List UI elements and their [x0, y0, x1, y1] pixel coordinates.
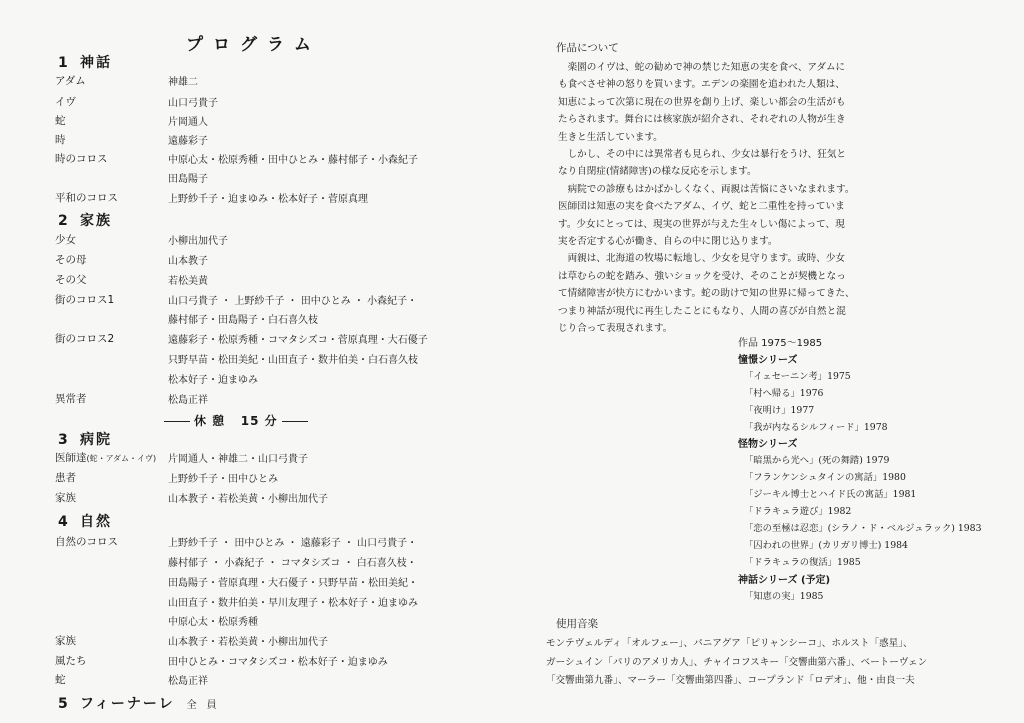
cast-names: 遠藤彩子	[168, 136, 208, 147]
role-name: 少女	[55, 234, 76, 246]
text-line: も食べさせ神の怒りを買います。エデンの楽園を追われた人類は、	[558, 79, 845, 91]
role-name: 家族	[55, 492, 76, 504]
role-name: 街のコロス1	[55, 294, 115, 306]
text-line: 生きと生活しています。	[558, 131, 663, 143]
role-name: その父	[55, 274, 87, 286]
cast-names: 藤村郁子 ・ 小森紀子 ・ コマタシズコ ・ 白石喜久枝・	[168, 558, 417, 569]
text-line: なり自閉症(情緒障害)の様な反応を示します。	[558, 166, 757, 178]
about-title: 作品について	[556, 42, 619, 54]
text-line: て情緒障害が快方にむかいます。蛇の助けで知の世界に帰ってきた、	[558, 288, 855, 300]
role-name: 風たち	[55, 655, 87, 667]
work-item: 「ドラキュラの復活」1985	[744, 557, 861, 568]
text-line: たらされます。舞台には核家族が紹介され、それぞれの人物が生き	[558, 114, 846, 126]
work-item: 「知恵の実」1985	[744, 591, 824, 602]
text-line: じり合って表現されます。	[558, 323, 673, 335]
cast-names: 中原心太・松原秀種・田中ひとみ・藤村郁子・小森紀子	[168, 155, 418, 166]
cast-names: 小柳出加代子	[168, 236, 228, 247]
work-item: 「夜明け」1977	[744, 405, 815, 416]
cast-names: 山本教子・若松美黄・小柳出加代子	[168, 494, 328, 505]
cast-names: 若松美黄	[168, 276, 208, 287]
cast-names: 山口弓貴子	[168, 98, 218, 109]
section-heading: 3 病院	[58, 432, 112, 448]
text-line: 両親は、北海道の牧場に転地し、少女を見守ります。或時、少女	[558, 253, 846, 265]
music-line: ガーシュイン「パリのアメリカ人」、チャイコフスキー「交響曲第六番」、ベートーヴェン	[546, 657, 928, 668]
cast-names: 松本好子・迫まゆみ	[168, 375, 258, 386]
role-name: 患者	[55, 472, 76, 484]
cast-names: 只野早苗・松田美紀・山田直子・数井伯美・白石喜久枝	[168, 355, 418, 366]
role-name: 街のコロス2	[55, 333, 115, 345]
role-name: 時のコロス	[55, 153, 108, 165]
role-name: 医師達(蛇・アダム・イヴ)	[55, 452, 157, 464]
series-name: 憧憬シリーズ	[738, 355, 798, 366]
cast-names: 山口弓貴子 ・ 上野紗千子 ・ 田中ひとみ ・ 小森紀子・	[168, 296, 418, 307]
work-item: 「村へ帰る」1976	[744, 388, 824, 399]
role-name: 自然のコロス	[55, 536, 118, 548]
cast-names: 田中ひとみ・コマタシズコ・松本好子・迫まゆみ	[168, 657, 388, 668]
text-line: 楽園のイヴは、蛇の勧めで神の禁じた知恵の実を食べ、アダムに	[558, 62, 846, 73]
cast-names: 中原心太・松原秀種	[168, 617, 258, 628]
cast-names: 片岡通人	[168, 117, 208, 128]
text-line: つまり神話が現代に再生したことにもなり、人間の喜びが自然と混	[558, 305, 846, 317]
cast-names: 田島陽子・菅原真理・大石優子・只野早苗・松田美紀・	[168, 578, 418, 589]
cast-names: 上野紗千子・田中ひとみ	[168, 474, 278, 485]
cast-names: 山本教子	[168, 256, 208, 267]
text-line: す。少女にとっては、現実の世界が与えた生々しい傷によって、現	[558, 218, 845, 230]
work-item: 「ジーキル博士とハイド氏の寓話」1981	[744, 489, 917, 500]
cast-names: 山本教子・若松美黄・小柳出加代子	[168, 637, 328, 648]
cast-names: 松島正祥	[168, 395, 208, 406]
dash-line	[282, 421, 308, 422]
dash-line	[164, 421, 190, 422]
text-line: 知恵によって次第に現在の世界を創り上げ、楽しい都会の生活がも	[558, 96, 846, 108]
role-name: その母	[55, 254, 87, 266]
work-item: 「恋の至極は忍恋」(シラノ・ド・ベルジュラック) 1983	[744, 523, 982, 534]
text-line: 実を否定する心が働き、自らの中に閉じ込ります。	[558, 236, 778, 248]
finale-heading: 5 フィーナーレ 全員	[58, 696, 227, 712]
intermission: 休 憩 15 分	[160, 412, 312, 429]
music-line: モンテヴェルディ「オルフェー」、パニアグア「ピリャンシーコ」、ホルスト「惑星」、	[546, 638, 913, 649]
work-item: 「イェセーニン考」1975	[744, 371, 851, 382]
role-name: 平和のコロス	[55, 192, 118, 204]
role-name: 蛇	[55, 674, 66, 686]
role-name: イヴ	[55, 96, 76, 108]
cast-names: 上野紗千子・迫まゆみ・松本好子・菅原真理	[168, 194, 368, 205]
role-name: アダム	[55, 75, 86, 87]
series-name: 怪物シリーズ	[738, 439, 798, 450]
cast-names: 山田直子・数井伯美・早川友理子・松本好子・迫まゆみ	[168, 598, 418, 609]
text-line: は草むらの蛇を踏み、強いショックを受け、そのことが契機となっ	[558, 270, 846, 282]
cast-names: 田島陽子	[168, 174, 208, 185]
cast-names: 遠藤彩子・松原秀種・コマタシズコ・菅原真理・大石優子	[168, 335, 428, 346]
cast-names: 神雄二	[168, 77, 198, 88]
about-text	[558, 59, 888, 338]
cast-names: 片岡通人・神雄二・山口弓貴子	[168, 454, 308, 465]
role-name: 異常者	[55, 393, 87, 405]
role-name: 家族	[55, 635, 76, 647]
music-line: 「交響曲第九番」、マーラー「交響曲第四番」、コープランド「ロデオ」、他・由良一夫	[546, 675, 915, 686]
role-name: 蛇	[55, 115, 66, 127]
work-item: 「暗黒から光へ」(死の舞踏) 1979	[744, 455, 890, 466]
work-item: 「ドラキュラ遊び」1982	[744, 506, 852, 517]
music-title: 使用音楽	[556, 618, 598, 630]
text-line: 病院での診療もはかばかしくなく、両親は苦悩にさいなまれます。	[558, 183, 855, 195]
works-heading: 作品 1975〜1985	[738, 338, 823, 349]
series-name: 神話シリーズ (予定)	[738, 575, 831, 586]
text-line: 医師団は知恵の実を食べたアダム、イヴ、蛇と二重性を持っていま	[558, 201, 845, 213]
section-heading: 2 家族	[58, 213, 112, 229]
text-line: しかし、その中には異常者も見られ、少女は暴行をうけ、狂気と	[558, 149, 847, 161]
work-item: 「我が内なるシルフィード」1978	[744, 422, 888, 433]
role-name: 時	[55, 134, 66, 146]
section-heading: 4 自然	[58, 514, 112, 530]
program-title: プログラム	[186, 35, 321, 55]
cast-names: 藤村郁子・田島陽子・白石喜久枝	[168, 315, 318, 326]
cast-names: 上野紗千子 ・ 田中ひとみ ・ 遠藤彩子 ・ 山口弓貴子・	[168, 538, 418, 549]
work-item: 「囚われの世界」(カリガリ博士) 1984	[744, 540, 908, 551]
cast-names: 松島正祥	[168, 676, 208, 687]
section-heading: 1 神話	[58, 55, 112, 71]
work-item: 「フランケンシュタインの寓話」1980	[744, 472, 906, 483]
